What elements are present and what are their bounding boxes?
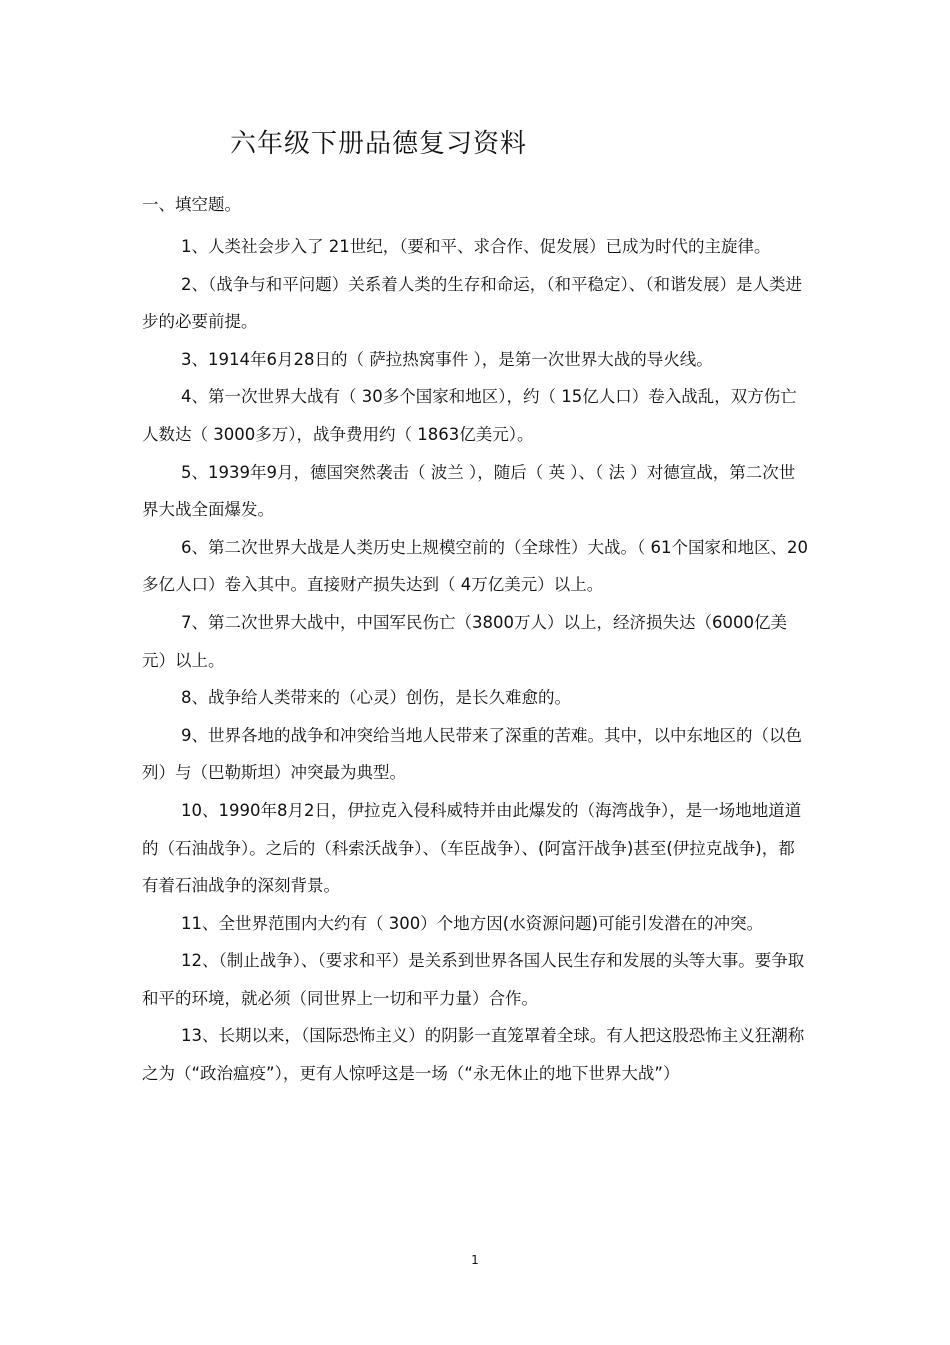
question-item-13: 13、长期以来，（国际恐怖主义）的阴影一直笼罩着全球。有人把这股恐怖主义狂潮称之为（“政治瘟疫”），更有人惊呼这是一场（“永无休止的地下世界大战”）	[142, 1026, 805, 1084]
question-item-3: 3、1914年6月28日的（ 萨拉热窝事件 ），是第一次世界大战的导火线。	[181, 349, 713, 369]
question-item-11: 11、全世界范围内大约有（ 300）个地方因(水资源问题)可能引发潜在的冲突。	[181, 913, 764, 933]
question-item-12: 12、（制止战争）、（要求和平）是关系到世界各国人民生存和发展的头等大事。要争取和平的环境，就必须（同世界上一切和平力量）合作。	[142, 951, 805, 1008]
question-item-9: 9、世界各地的战争和冲突给当地人民带来了深重的苦难。其中，以中东地区的（以色列）与（巴勒斯坦）冲突最为典型。	[142, 725, 802, 783]
question-item-6: 6、第二次世界大战是人类历史上规模空前的（全球性）大战。（ 61个国家和地区、20多亿人口）卷入其中。直接财产损失达到（ 4万亿美元）以上。	[142, 537, 808, 595]
document-title: 六年级下册品德复习资料	[230, 129, 528, 159]
question-list	[142, 228, 810, 1093]
question-item-10: 10、1990年8月2日，伊拉克入侵科威特并由此爆发的（海湾战争），是一场地地道道的（石油战争）。之后的（科索沃战争）、（车臣战争）、(阿富汗战争)甚至(伊拉克战争)，都有着石油战争的深刻背景。	[142, 800, 802, 896]
question-item-8: 8、战争给人类带来的（心灵）创伤，是长久难愈的。	[181, 688, 571, 708]
question-item-5: 5、1939年9月，德国突然袭击（ 波兰 ），随后（ 英 ）、（ 法 ）对德宣战，第二次世界大战全面爆发。	[142, 462, 796, 520]
question-item-7: 7、第二次世界大战中，中国军民伤亡（3800万人）以上，经济损失达（6000亿美元）以上。	[142, 612, 787, 670]
section-heading-fill-in-blank: 一、填空题。	[142, 195, 241, 214]
question-item-4: 4、第一次世界大战有（ 30多个国家和地区），约（ 15亿人口）卷入战乱，双方伤亡人数达（ 3000多万），战争费用约（ 1863亿美元）。	[142, 387, 797, 444]
question-item-2: 2、（战争与和平问题）关系着人类的生存和命运，（和平稳定）、（和谐发展）是人类进步的必要前提。	[142, 274, 802, 332]
page-number: 1	[471, 1253, 479, 1267]
question-item-1: 1、人类社会步入了 21世纪，（要和平、求合作、促发展）已成为时代的主旋律。	[181, 237, 771, 256]
